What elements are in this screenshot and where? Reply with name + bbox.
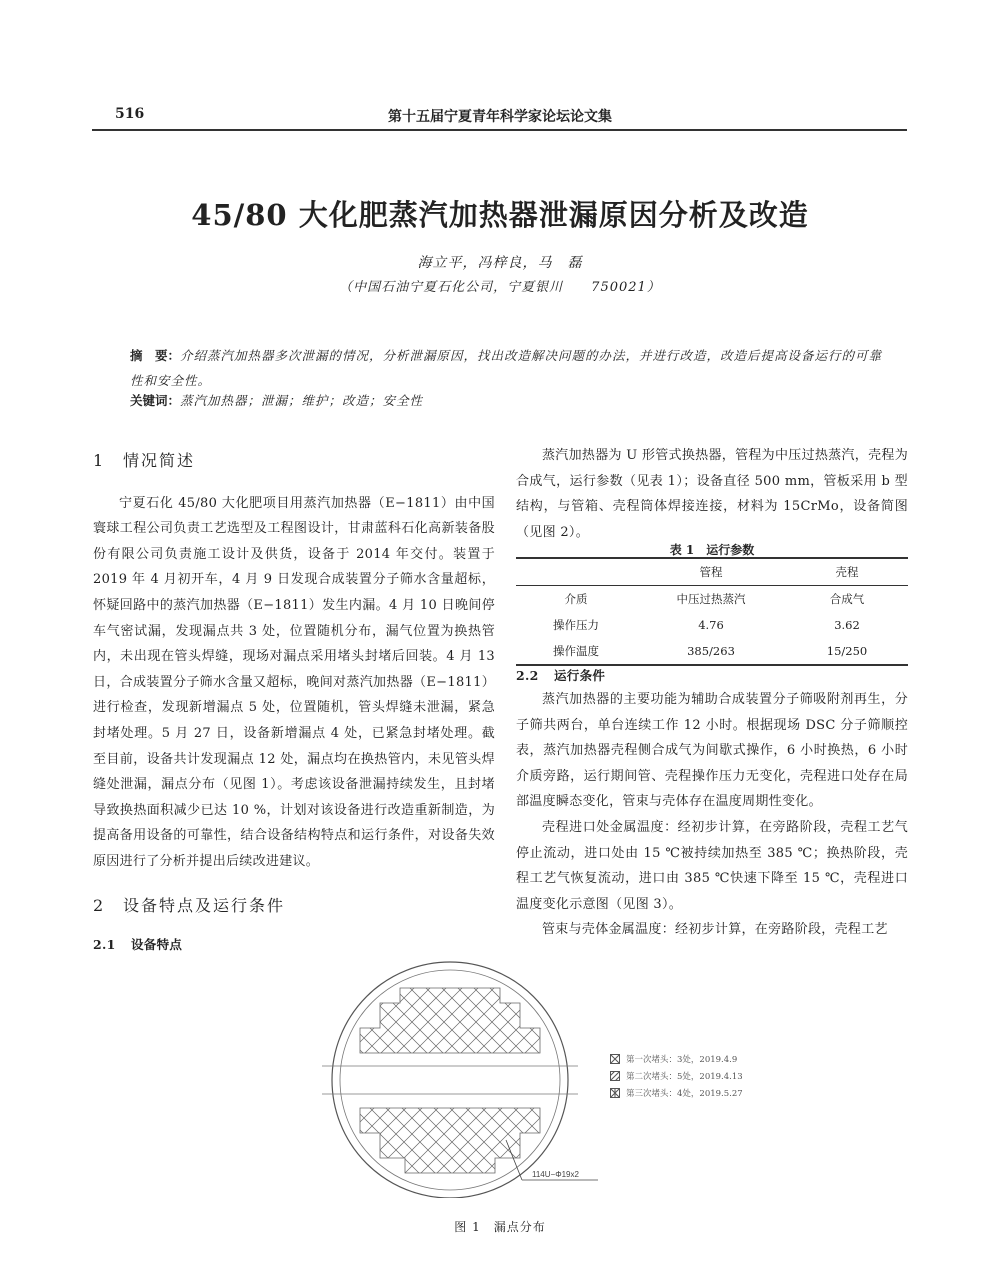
tube-spec-label: 114U−Φ19x2 — [532, 1170, 579, 1179]
parameters-table — [516, 559, 908, 664]
leak-plug-1-icon — [610, 1054, 620, 1064]
table-header-row — [516, 559, 908, 586]
right-column-bottom — [516, 665, 908, 943]
journal-title: 第十五届宁夏青年科学家论坛论文集 — [388, 109, 612, 125]
subsection-number: 2.2 — [516, 668, 539, 683]
keywords-text: 蒸汽加热器；泄漏；维护；改造；安全性 — [180, 393, 424, 408]
table-cell: 操作温度 — [553, 644, 599, 658]
table-cell: 385/263 — [687, 644, 735, 658]
left-column — [93, 448, 495, 958]
right-column-top — [516, 443, 908, 545]
subsection-2-2-heading — [516, 665, 908, 687]
table-caption: 表 1 运行参数 — [669, 543, 755, 557]
table-cell: 15/250 — [826, 644, 868, 658]
figure-caption: 图 1 漏点分布 — [454, 1220, 546, 1234]
paragraph: 蒸汽加热器为 U 形管式换热器，管程为中压过热蒸汽，壳程为合成气，运行参数（见表 1）；设备直径 500 mm，管板采用 b 型结构，与管箱、壳程筒体焊接连接，材料为 15CrMo，设备简图（见图 2）。 — [516, 448, 908, 540]
abstract — [130, 343, 890, 393]
section-1-heading — [93, 448, 495, 474]
table-cell: 介质 — [564, 592, 588, 606]
table-header-cell — [516, 559, 636, 586]
subsection-2-1-heading — [93, 932, 495, 958]
table-cell: 4.76 — [698, 618, 724, 632]
legend-item — [610, 1050, 743, 1067]
affiliation: （中国石油宁夏石化公司，宁夏银川 750021） — [339, 280, 661, 295]
legend-label: 第二次堵头：5处，2019.4.13 — [626, 1071, 743, 1082]
table-header-cell: 管程 — [699, 565, 723, 579]
abstract-label: 摘 要： — [130, 348, 181, 363]
upper-tube-bundle — [360, 988, 540, 1053]
header-rule — [92, 129, 907, 131]
table-cell: 操作压力 — [553, 618, 599, 632]
paragraph: 壳程进口处金属温度：经初步计算，在旁路阶段，壳程工艺气停止流动，进口处由 15 ℃被持续加热至 385 ℃；换热阶段，壳程工艺气恢复流动，进口由 385 ℃快速下降至 15 ℃，壳程进口温度变化示意图（见图 3）。 — [516, 819, 908, 912]
lower-tube-bundle — [360, 1108, 540, 1173]
paragraph: 宁夏石化 45/80 大化肥项目用蒸汽加热器（E−1811）由中国寰球工程公司负责工艺选型及工程图设计，甘肃蓝科石化高新装备股份有限公司负责施工设计及供货，设备于 2014 年交付。装置于 2019 年 4 月初开车，4 月 9 日发现合成装置分子筛水含量超标，怀疑回路中的蒸汽加热器（E−1811）发生内漏。4 月 10 日晚间停车气密试漏，发现漏点共 3 处，位置随机分布，漏气位置为换热管内，未出现在管头焊缝，现场对漏点采用堵头封堵后回装。4 月 13 日，合成装置分子筛水含量又超标，晚间对蒸汽加热器（E−1811）进行检查，发现新增漏点 5 处，位置随机，管头焊缝未泄漏，紧急封堵处理。5 月 27 日，设备新增漏点 4 处，已紧急封堵处理。截至目前，设备共计发现漏点 12 处，漏点均在换热管内，未见管头焊缝处泄漏，漏点分布（见图 1）。考虑该设备泄漏持续发生，且封堵导致换热面积减少已达 10 %，计划对该设备进行改造重新制造，为提高备用设备的可靠性，结合设备结构特点和运行条件，对设备失效原因进行了分析并提出后续改进建议。 — [93, 495, 495, 869]
table-1 — [516, 557, 908, 666]
section-2-heading — [93, 893, 495, 919]
subsection-title: 运行条件 — [554, 668, 606, 683]
section-title: 设备特点及运行条件 — [123, 895, 286, 915]
page-number: 516 — [115, 106, 145, 122]
legend-item — [610, 1067, 743, 1084]
leak-plug-2-icon — [610, 1071, 620, 1081]
leak-plug-3-icon — [610, 1088, 620, 1098]
subsection-number: 2.1 — [93, 937, 116, 953]
section-number: 2 — [93, 895, 106, 915]
leak-distribution-figure — [300, 958, 600, 1198]
figure-legend — [610, 1050, 743, 1101]
table-header-cell: 壳程 — [835, 565, 859, 579]
paragraph: 蒸汽加热器的主要功能为辅助合成装置分子筛吸附剂再生，分子筛共两台，单台连续工作 12 小时。根据现场 DSC 分子筛顺控表，蒸汽加热器壳程侧合成气为间歇式操作，6 小时换热，6 小时介质旁路，运行期间管、壳程操作压力无变化，壳程进口处存在局部温度瞬态变化，管束与壳体存在温度周期性变化。 — [516, 692, 908, 810]
subsection-title: 设备特点 — [131, 937, 183, 953]
table-row — [516, 586, 908, 613]
table-cell: 合成气 — [829, 592, 865, 606]
section-title: 情况简述 — [123, 451, 196, 470]
authors: 海立平，冯梓良，马 磊 — [417, 255, 583, 271]
keywords — [130, 391, 890, 409]
section-number: 1 — [93, 451, 106, 470]
article-title: 45/80 大化肥蒸汽加热器泄漏原因分析及改造 — [191, 198, 809, 232]
table-cell: 3.62 — [834, 618, 860, 632]
abstract-text: 介绍蒸汽加热器多次泄漏的情况，分析泄漏原因，找出改造解决问题的办法，并进行改造，改造后提高设备运行的可靠性和安全性。 — [130, 348, 883, 388]
table-cell: 中压过热蒸汽 — [676, 592, 746, 606]
keywords-label: 关键词： — [130, 393, 181, 408]
legend-item — [610, 1084, 743, 1101]
legend-label: 第一次堵头：3处，2019.4.9 — [626, 1054, 738, 1065]
table-row — [516, 612, 908, 638]
paragraph: 管束与壳体金属温度：经初步计算，在旁路阶段，壳程工艺 — [542, 922, 888, 938]
legend-label: 第三次堵头：4处，2019.5.27 — [626, 1088, 743, 1099]
table-row — [516, 638, 908, 664]
